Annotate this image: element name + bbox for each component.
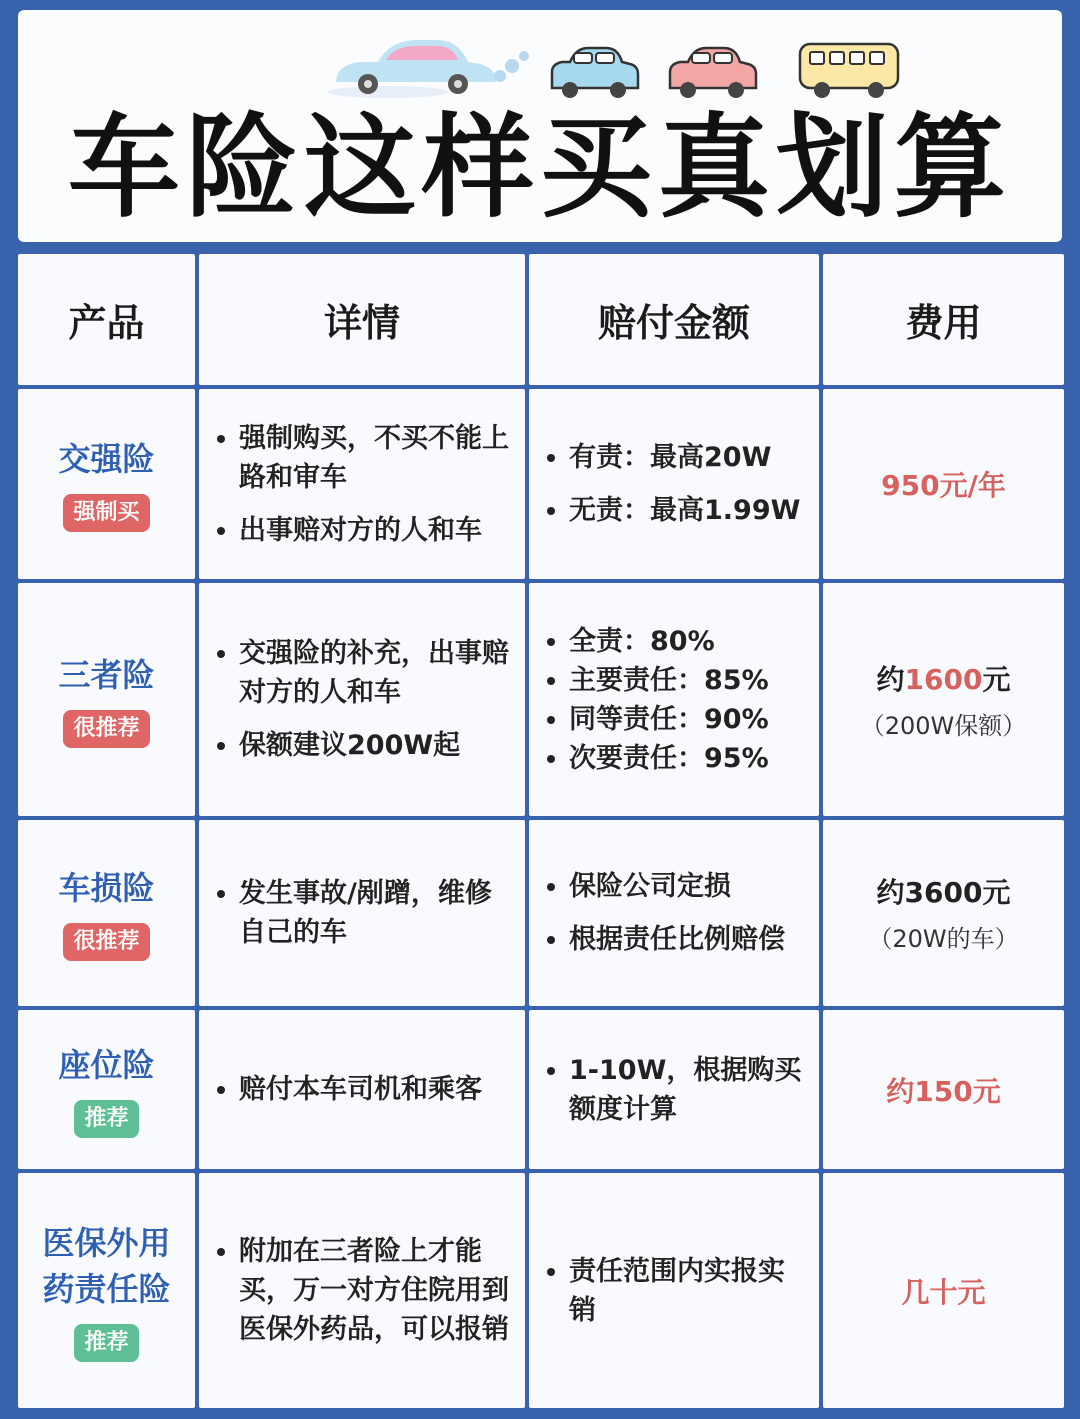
fee-suffix: 元 [982, 663, 1011, 697]
pink-car-icon [670, 48, 756, 98]
fee-sub: （200W保额） [860, 712, 1027, 741]
details-cell [199, 389, 525, 579]
product-cell [18, 1173, 195, 1408]
product-name: 医保外用药责任险 [42, 1223, 171, 1308]
page-frame [14, 10, 1066, 1412]
product-badge: 推荐 [74, 1324, 138, 1362]
details-item: 交强险的补充，出事赔对方的人和车 [239, 634, 515, 712]
payout-item: 1-10W，根据购买额度计算 [569, 1051, 809, 1129]
fee-cell [823, 820, 1064, 1006]
payout-cell [529, 1173, 819, 1408]
product-name: 交强险 [58, 440, 155, 479]
fee-sub: （20W的车） [868, 925, 1019, 954]
payout-item: 同等责任：90% [569, 700, 809, 739]
table-row [18, 583, 1064, 815]
product-badge: 推荐 [74, 1100, 138, 1138]
details-item: 强制购买，不买不能上路和审车 [239, 419, 515, 497]
blue-car-icon [552, 48, 638, 98]
payout-item: 保险公司定损 [569, 867, 809, 906]
product-badge: 很推荐 [63, 710, 149, 748]
fee-cell [823, 1010, 1064, 1170]
product-cell [18, 1010, 195, 1170]
payout-item: 责任范围内实报实销 [569, 1252, 809, 1330]
fee-main: 1600 [904, 663, 983, 697]
details-item: 发生事故/剐蹭，维修自己的车 [239, 874, 515, 952]
product-name: 车损险 [58, 868, 155, 907]
payout-item: 有责：最高20W [569, 438, 809, 477]
product-cell [18, 583, 195, 815]
product-badge: 强制买 [63, 494, 149, 532]
details-cell [199, 1010, 525, 1170]
payout-item: 全责：80% [569, 622, 809, 661]
payout-item: 无责：最高1.99W [569, 491, 809, 530]
header [18, 10, 1062, 242]
car-icon [328, 40, 529, 98]
details-item: 赔付本车司机和乘客 [239, 1070, 515, 1109]
details-item: 保额建议200W起 [239, 726, 515, 765]
details-item: 出事赔对方的人和车 [239, 511, 515, 550]
header-product: 产品 [18, 254, 195, 385]
product-cell [18, 389, 195, 579]
header-detail: 详情 [199, 254, 525, 385]
header-payout: 赔付金额 [529, 254, 819, 385]
fee-prefix: 约3600元 [876, 876, 1011, 910]
fee-cell [823, 1173, 1064, 1408]
table-row [18, 820, 1064, 1006]
payout-item: 次要责任：95% [569, 739, 809, 778]
product-name: 座位险 [58, 1045, 155, 1084]
page-title: 车险这样买真划算 [68, 103, 1012, 233]
fee-main: 几十元 [901, 1275, 986, 1309]
product-name: 三者险 [58, 655, 155, 694]
fee-main: 950元/年 [881, 469, 1006, 503]
payout-cell [529, 820, 819, 1006]
fee-cell [823, 583, 1064, 815]
table-row [18, 389, 1064, 579]
fee-prefix: 约 [876, 663, 905, 697]
header-fee: 费用 [823, 254, 1064, 385]
product-badge: 很推荐 [63, 923, 149, 961]
table-header-row [18, 254, 1064, 385]
payout-cell [529, 389, 819, 579]
bus-icon [800, 44, 898, 98]
product-cell [18, 820, 195, 1006]
payout-cell [529, 583, 819, 815]
details-item: 附加在三者险上才能买，万一对方住院用到医保外药品，可以报销 [239, 1232, 515, 1349]
payout-item: 根据责任比例赔偿 [569, 920, 809, 959]
table-row [18, 1173, 1064, 1408]
details-cell [199, 820, 525, 1006]
payout-item: 主要责任：85% [569, 661, 809, 700]
table-row [18, 1010, 1064, 1170]
car-illustrations [18, 10, 1062, 110]
details-cell [199, 583, 525, 815]
fee-main: 约150元 [886, 1074, 1001, 1108]
payout-cell [529, 1010, 819, 1170]
fee-cell [823, 389, 1064, 579]
insurance-table [14, 250, 1068, 1412]
details-cell [199, 1173, 525, 1408]
